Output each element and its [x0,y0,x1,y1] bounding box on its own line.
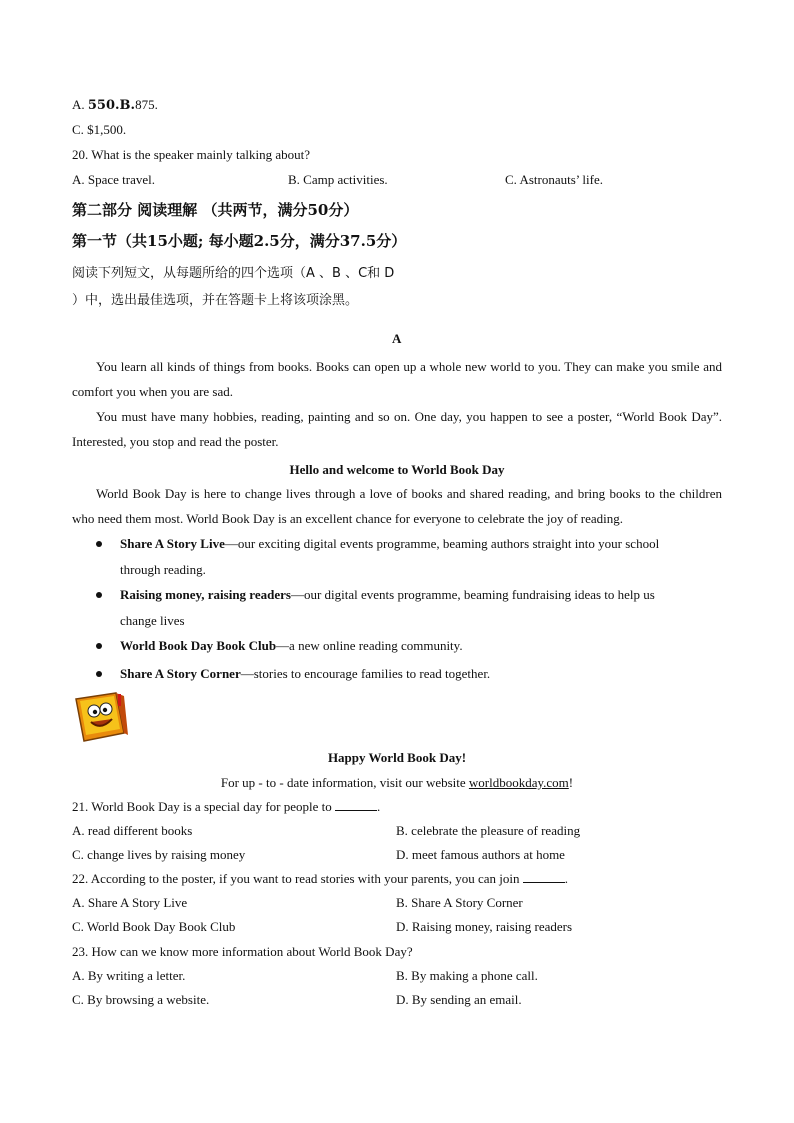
poster-intro: World Book Day is here to change lives through a love of books and shared reading, and bring books to the children who need them most. World Book Day is an excellent chance for everyone to celebrate the joy of reading. [72,486,722,526]
bullet-item-1 [120,536,659,552]
bullet-item-2 [120,587,655,603]
bullet-text: —our digital events programme, beaming fundraising ideas to help us [290,587,655,602]
q20-option-b: B. Camp activities. [288,172,388,187]
q20-option-a: A. Space travel. [72,172,156,187]
q22-question [72,871,568,887]
bullet-text: —stories to encourage families to read together. [240,666,491,681]
book-mascot-icon [72,691,130,743]
q21-question [72,799,380,815]
part2-heading: 第二部分 阅读理解 （共两节，满分50分） [72,201,359,219]
website-text: For up - to - date information, visit our website [220,775,469,790]
q23-option-c: C. By browsing a website. [72,992,210,1007]
bullet-text: —a new online reading community. [276,638,463,653]
website-line [0,775,794,791]
bullet-dot [96,592,102,598]
bullet-title: World Book Day Book Club [120,638,277,653]
poster-title: Hello and welcome to World Book Day [289,462,505,477]
passage-paragraph-1: You learn all kinds of things from books. Books can open up a whole new world to you. They can make you smile and comfort you when you are sad. [72,359,722,399]
bullet-dot [96,671,102,677]
q23-question: 23. How can we know more information about World Book Day? [72,944,413,959]
q21-text: 21. World Book Day is a special day for people to [72,799,335,814]
q21-option-b: B. celebrate the pleasure of reading [396,823,581,838]
q21-option-d: D. meet famous authors at home [396,847,565,862]
website-link[interactable]: worldbookday.com [468,775,569,790]
bullet-item-1-cont: through reading. [120,562,206,577]
website-end: ! [568,775,574,790]
q22-end: . [564,871,569,886]
q23-option-b: B. By making a phone call. [396,968,538,983]
q23-option-d: D. By sending an email. [396,992,522,1007]
q22-option-d: D. Raising money, raising readers [396,919,573,934]
q20-question: 20. What is the speaker mainly talking about? [72,147,311,162]
q21-end: . [377,799,381,814]
bullet-dot [96,541,102,547]
q23-option-a: A. By writing a letter. [72,968,186,983]
bullet-title: Share A Story Corner [120,666,241,681]
bullet-item-3 [120,638,463,654]
bullet-title: Share A Story Live [120,536,225,551]
q22-option-b: B. Share A Story Corner [396,895,523,910]
passage-paragraph-2: You must have many hobbies, reading, painting and so on. One day, you happen to see a poster, “World Book Day”. Interested, you stop and read the poster. [72,409,722,449]
instructions-line1: 阅读下列短文，从每题所给的四个选项（A 、B 、C和 D [72,266,395,281]
q21-option-a: A. read different books [72,823,193,838]
q22-text: 22. According to the poster, if you want to read stories with your parents, you can join [72,871,523,886]
passage-label: A [392,331,402,346]
q19-option-a: A. 550.B.875. [72,97,158,113]
q21-option-c: C. change lives by raising money [72,847,246,862]
bullet-item-2-cont: change lives [120,613,185,628]
q22-option-c: C. World Book Day Book Club [72,919,236,934]
q19-option-c: C. $1,500. [72,122,127,137]
happy-world-book-day: Happy World Book Day! [327,750,467,765]
bullet-text: —our exciting digital events programme, beaming authors straight into your school [224,536,660,551]
bullet-dot [96,643,102,649]
section1-heading: 第一节（共15小题; 每小题2.5分，满分37.5分） [72,232,407,250]
q20-option-c: C. Astronauts’ life. [505,172,603,187]
bullet-item-4 [120,666,490,682]
q22-option-a: A. Share A Story Live [72,895,188,910]
bullet-title: Raising money, raising readers [120,587,291,602]
instructions-line2: ）中，选出最佳选项，并在答题卡上将该项涂黑。 [72,293,359,308]
answer-blank [523,871,565,883]
answer-blank [335,799,377,811]
